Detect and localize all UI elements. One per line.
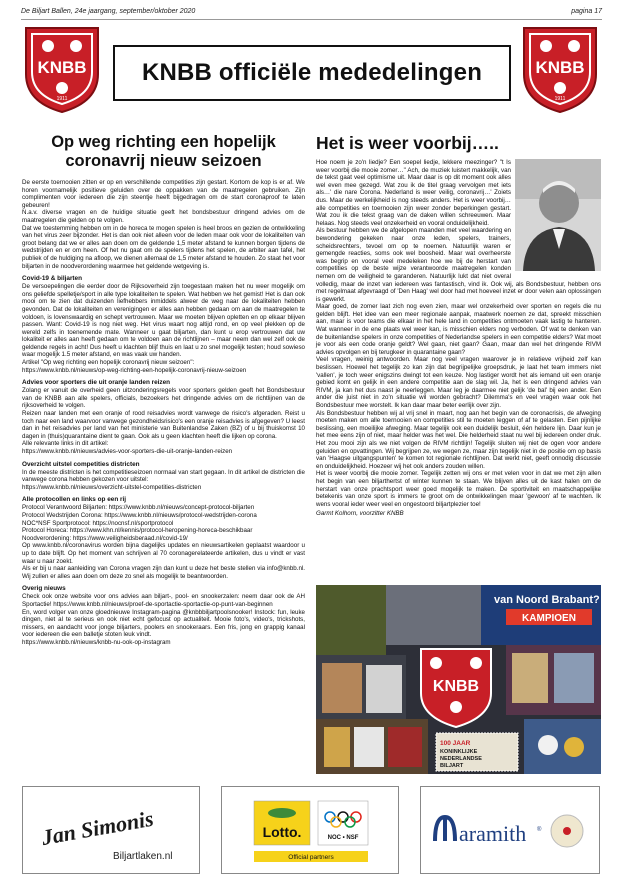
header-rule (21, 19, 602, 20)
stamp-line-3: BILJART (440, 763, 464, 769)
paragraph: Reizen naar landen met een oranje of rood reisadvies wordt vanwege de risico's afgeraden. Reist u toch naar een land waarvoor vanwege gezondheidsrisico's een oranje reisadvies is afgegeven? U leest dan in het reisadvies per land van het ministerie van Buitenlandse Zaken (BZ) of u bij thuiskomst 10 dagen in (thuis)quarantaine dient te gaan. Ook als u geen klachten heeft die lijken op corona. (22, 410, 305, 440)
collage-banner: KAMPIOEN (522, 613, 576, 624)
magazine-collage-image (316, 585, 601, 774)
page-number: pagina 17 (571, 8, 602, 15)
left-article-body (22, 179, 305, 646)
list-item: Noodverordening: https://www.veiligheidsberaad.nl/covid-19/ (22, 534, 188, 542)
left-article-title: Op weg richting een hopelijk coronavrij nieuw seizoen (51, 133, 276, 170)
publication-info: De Biljart Ballen, 24e jaargang, september/oktober 2020 (21, 8, 196, 15)
collage-headline: van Noord Brabant? (494, 594, 600, 606)
ad1-brand: Jan Simonis (39, 805, 156, 850)
stamp-line-1: KONINKLIJKE (440, 749, 478, 755)
paragraph: De versoepelingen die eerder door de Rijksoverheid zijn toegestaan maken het nu weer mogelijk om ons geliefde spelletje/sport in alle type lokaliteiten te spelen. Wat hebben we het gemist! Het is dan ook mooi om te zien dat duizenden liefhebbers inmiddels alweer de weg naar de lokaliteiten hebben gevonden. Dat de lokaliteiten en verenigingen er alles aan hebben gedaan om aan de maatregelen te voldoen, is lovenswaardig en schept vertrouwen. Maar we moeten blijven opletten en op elkaar blijven passen. Want: Covid-19 is nog niet weg. Het virus waart nog altijd rond, en op veel plekken op de wereld zelfs in toenemende mate. Wanneer u gaat biljarten, dan kunt u erop vertrouwen dat uw lokaliteit er alles aan heeft gedaan om te voldoen aan de richtlijnen – maar neem dan wel zelf ook de geldende regels in acht! Dus heeft u klachten blijf thuis en laat u zo snel mogelijk testen; houd sowieso waar mogelijk 1.5 meter afstand, en was vaak uw handen. (22, 283, 305, 359)
crest-year: 1911 (56, 96, 68, 102)
right-article (316, 133, 601, 518)
aramith-logo (421, 787, 599, 873)
paragraph: Als bestuur hebben we de afgelopen maanden met veel waardering en bewondering gekeken naar onze leden, spelers, trainers, scheidsrechters, tevoel om op te noemen. Natuurlijk waren er gemengde reacties, soms ook wel boosheid. Maar wat overheerste was begrip en vooral veel medeleken hoe we bij de herstart van competities op de beste wijze verantwoorde maatregelen konden nemen om de veiligheid te garanderen. Natuurlijk lukt dat niet overal volledig, maar de inzet van iedereen was fantastisch, vind ik. Ook wij, als Bondsbestuur, hebben ons met regelmaat afgevraagd of 'Den Haag' wel door had met hoeveel inzet er door velen aan oplossingen is gewerkt. (316, 227, 601, 303)
author-portrait-photo (515, 159, 601, 271)
paragraph: N.a.v. diverse vragen en de huidige situatie geeft het bondsbestuur dringend advies om de maatregelen die gelden op te volgen. (22, 209, 305, 224)
author-signature: Garmt Kolhorn, voorzitter KNBB (316, 510, 404, 518)
knbb-crest-logo-right (518, 22, 602, 116)
paragraph: Hoe noem je zo'n liedje? Een soepel liedje, lekkere meezinger? "t Is weer voorbij die mooie zomer…" Ach, de muziek luistert makkelijk, van de tekst gaat veel optimisme uit. Maar daar is op dit moment ook alles wel even mee gezegd. Wat zou ik de titel graag vervolgen met iets als…' die nare Corona. Nederland is weer veilig, coronavrij…' Zoiets dus. Maar de werkelijkheid is nog steeds anders. Het is weer voorbij…alle competities en toernooien zijn weer zonder beperkingen gestart. Wat zou ik die tekst graag van de daken willen schreeuwen. Maar helaas. Nog steeds veel onzekerheid en vooral onduidelijkheid. (316, 159, 511, 227)
sponsor-ad-jan-simonis[interactable] (22, 786, 200, 874)
paragraph: Op www.knbb.nl/coronavirus worden bijna dagelijks updates en nieuwsartikelen geplaatst waardoor u up to date blijft. Op het moment van schrijven al 70 coronagerelateerde artikelen, dus u vindt er vast waar u naar zoekt. (22, 542, 305, 565)
subheading: Overzicht uitstel competities districten (22, 460, 140, 468)
section-banner: KNBB officiële mededelingen (113, 45, 511, 101)
crest-year: 1911 (554, 96, 566, 102)
right-article-body (316, 159, 601, 518)
sponsor-ad-lotto-noc[interactable] (221, 786, 399, 874)
stamp-line-2: NEDERLANDSE (440, 756, 482, 762)
paragraph: Veel vragen, weinig antwoorden. Maar nog veel vragen waarover je in relatieve vrijheid zelf kan beslissen. Hoewel het tegelijk zo kan zijn dat begrijpelijke groepsdruk, je laat het team immers niet 'vallen', je toch weer enigszins dwingt tot een keuze. Nog lastiger wordt het als iemand uit een oranje gebied komt en gelijk in een andere competitie aan de slag wil. Ja, het is een dringend advies van RIVM, ja kan het dus naast je neerleggen. Maar leg je daarmee niet gelijk 'de bal' bij een ander. Een ander die juist niet in zo'n situatie wil worden gebracht? Dilemma's en veel vragen waar ook het Bondsbestuur mee worstelt. Ik kan daar maar beter eerlijk over zijn. (316, 356, 601, 409)
jan-simonis-logo (23, 787, 199, 873)
paragraph: En, word volger van onze gloednieuwe Instagram-pagina @knbbbiljartpoolsnooker! Instock: fun, leuke dingen, niet al te serieus en ook niet echt gefocust op actualiteit. Mooie foto's, video's, trickshots, missers, en aandacht voor jonge biljarters, poolers en snookeraars. Een fris, jong en grappig kanaal voor iedereen die een balletje stoten leuk vindt. (22, 608, 305, 639)
link-text: https://www.knbb.nl/nieuws/advies-voor-sporters-die-uit-oranje-landen-reizen (22, 448, 233, 455)
subheading: Overig nieuws (22, 585, 66, 593)
paragraph: Maar goed, de zomer laat zich nog even zien, maar wel onzekerheid over sporten en regels die nu gelden blijft. Het idee van een meer regionale aanpak, maatwerk noemen ze dat, spreekt misschien aan, maar is voor teams die elkaar in het hele land in competities ontmoeten vaak lastig te hanteren. Wat wanneer in de ene plaats wel weer kan, is misschien elders nog verboden. Of wat te denken van de buitenlandse spelers in onze competities of Nederlandse spelers in een competitie elders? Wat moet je voor als een code oranje geldt? Wel gaan, niet gaan? Gaan, maar dan wel het dringende RIVM advies opvolgen en bij terugkeer in quarantaine gaan? (316, 303, 601, 356)
link-text: https://www.knbb.nl/nieuws/overzicht-uitstel-competities-districten (22, 483, 202, 491)
paragraph: In de meeste districten is het competitieseizoen normaal van start gegaan. In dit artikel de districten die vanwege corona hebben gekozen voor uitstel: (22, 468, 305, 484)
paragraph: Alle relevante links in dit artikel: (22, 440, 109, 448)
list-item: NOC*NSF Sportprotocol: https://nocnsf.nl/sportprotocol (22, 519, 174, 527)
link-text: https://www.knbb.nl/nieuws/op-weg-richting-een-hopelijk-coronavrij-nieuw-seizoen (22, 366, 247, 374)
right-article-title: Het is weer voorbij….. (316, 133, 499, 153)
paragraph: Dat we toestemming hebben om in de horeca te mogen spelen is heel broos en gezien de ontwikkeling van het virus zeer bijzonder. Het is dan ook niet alleen voor de leden maar ook voor de lokaliteiten van groot belang dat we er alles aan doen om de geldende 1,5 meter afstand te kunnen borgen tijdens de wedstrijden en er om heen. Of het nu gaat om de spelers tijdens het spelen, de arbiter aan tafel, het publiek of de huldiging na afloop, we dienen allemaal de 1,5 meter afstand te houden. Zo staat het voor biljarten in de noodverordening waarmee het geldende wetgeving is. (22, 224, 305, 270)
left-article (22, 133, 305, 646)
paragraph: Als Bondsbestuur hebben wij al vrij snel in maart, nog aan het begin van de coronacrisis, de afweging moeten maken om alle toernooien en competities stil te moeten leggen of af te gelasten. Een pijnlijke beslissing, een moeilijke afweging. Maar tegelijk ook een duidelijk besluit, één heldere lijn. Daar kun je het mee eens zijn of niet, maar helder was het wel. Die helderheid staat nu wel bij iedereen onder druk. Het zou mooi zijn als we niet volgen de RIVM richtlijn! Tegelijk sluiten wij niet de ogen voor andere geluiden en opvattingen. Wij begrijpen ze, we wegen ze, maar zijn tegelijk niet in de positie om op basis van 'Haagse uitgangspunten' te komen tot regionale richtlijnen. Dat werkt niet, geeft onnodig discussie en onduidelijkheid. Hoezeer wij het ook anders zouden willen. (316, 409, 601, 470)
link-text: https://www.knbb.nl/nieuws/knbb-nu-ook-op-instagram (22, 638, 171, 646)
crest-letters: KNBB (37, 58, 87, 77)
list-item: Protocol Verantwoord Biljarten: https://www.knbb.nl/nieuws/concept-protocol-biljarten (22, 504, 255, 512)
knbb-crest-logo-left (20, 22, 104, 116)
paragraph: Check ook onze website voor ons advies aan biljart-, pool- en snookerzalen: neem daar ook de AH Sportactie! https://www.knbb.nl/nieuws/proef-de-sportactie-sportactie-op-punt-van-beginnen (22, 593, 305, 608)
paragraph: De eerste toernooien zitten er op en verschillende competities zijn gestart. Kortom de kop is er af. We horen voornamelijk positieve geluiden over de oppakken van de maatregelen gebruiken. Zijn complimenten voor iedereen die zijn steentje heeft bijgedragen om de start coronaproof te laten gebeuren! (22, 179, 305, 209)
stamp-years: 100 JAAR (440, 740, 471, 747)
ad2-caption: Official partners (288, 854, 334, 861)
ad3-registered: ® (537, 827, 542, 833)
ad2-lotto: Lotto. (262, 824, 302, 840)
ad2-noc: NOC • NSF (327, 835, 359, 841)
subheading: Covid-19 & biljarten (22, 275, 83, 283)
subheading: Advies voor sporters die uit oranje landen reizen (22, 379, 171, 387)
subheading: Alle protocollen en links op een rij (22, 496, 127, 504)
list-item: Protocol Horeca: https://www.khn.nl/kennis/protocol-heropening-horeca-beschikbaar (22, 527, 253, 535)
sponsor-ad-aramith[interactable] (420, 786, 600, 874)
crest-letters: KNBB (535, 58, 585, 77)
paragraph: Artikel "Op weg richting een hopelijk coronavrij nieuw seizoen": (22, 359, 195, 367)
lotto-noc-logo (222, 787, 398, 873)
list-item: Protocol Wedstrijden Corona: https://www.knbb.nl/nieuws/protocol-wedstrijden-corona (22, 511, 257, 519)
paragraph: Zolang er vanuit de overheid geen uitzonderingsregels voor sporters gelden geeft het Bondsbestuur van de KNBB aan alle spelers, officials, bezoekers het dringende advies om de richtlijnen van de rijksoverheid te volgen. (22, 387, 305, 410)
ad3-brand: aramith (459, 821, 527, 846)
paragraph: Als er bij u naar aanleiding van Corona vragen zijn dan kunt u deze het beste stellen via info@knbb.nl. Wij zullen er alles aan doen om deze zo snel als mogelijk te beantwoorden. (22, 565, 305, 580)
ad1-subtitle: Biljartlaken.nl (113, 851, 173, 862)
collage-crest-letters: KNBB (432, 678, 480, 695)
paragraph: Het is weer voorbij die mooie zomer. Tegelijk zetten wij ons er met velen voor in dat we met zijn allen het begin van een biljarthertst of winter kunnen te staan. We blijven alles uit de kast halen om de herstart van onze prachtsport weer goed mogelijk te maken. De sportiviteit en maatschappelijke betekenis van onze sport is immers te groot om de ontwikkelingen maar 'gewoon' af te wachten. Ik wens vooral ieder weer veel en ongestoord biljartplezier toe! (316, 470, 601, 508)
